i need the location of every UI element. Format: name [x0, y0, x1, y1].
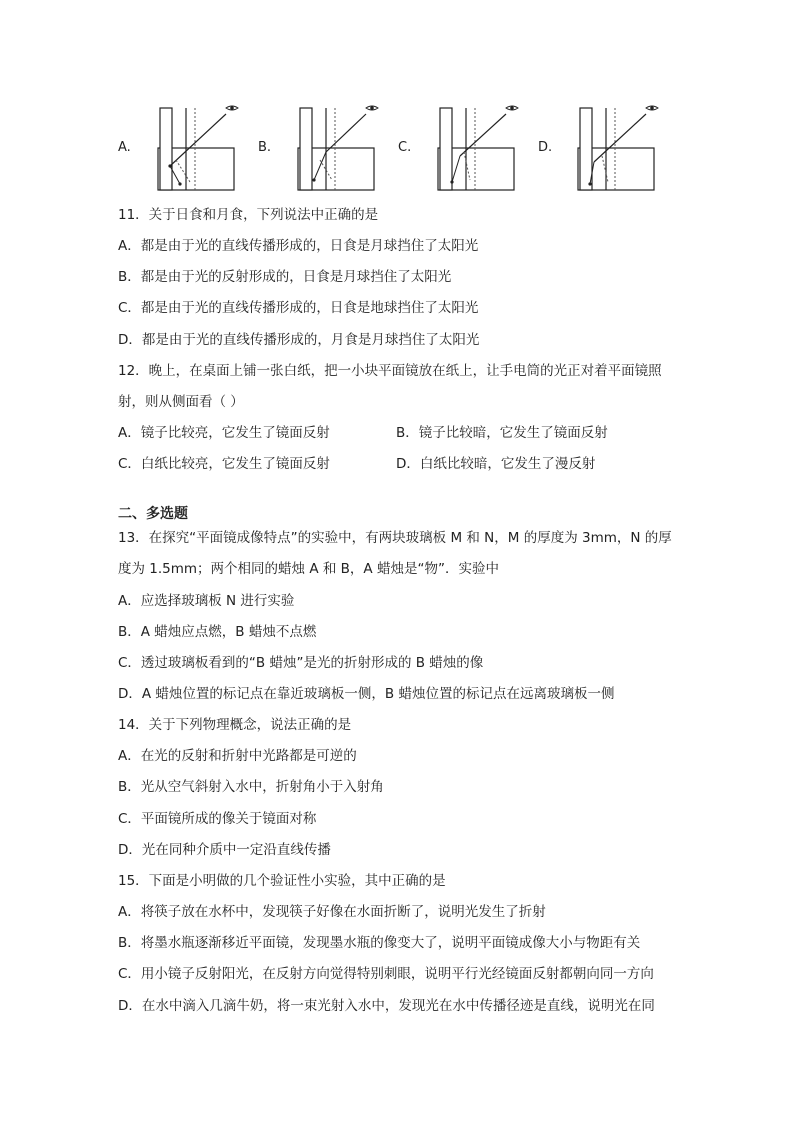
figure-label: C. [398, 140, 412, 155]
figure-label: D. [538, 140, 553, 155]
question-14-stem: 14．关于下列物理概念，说法正确的是 [118, 717, 352, 733]
question-15-stem: 15．下面是小明做的几个验证性小实验，其中正确的是 [118, 873, 446, 889]
question-14-option-b: B．光从空气斜射入水中，折射角小于入射角 [118, 779, 384, 795]
figure-row [118, 100, 678, 200]
question-12-option-d: D．白纸比较暗，它发生了漫反射 [396, 456, 596, 472]
section-heading: 二、多选题 [118, 506, 188, 522]
question-13-stem-line2: 度为 1.5mm；两个相同的蜡烛 A 和 B，A 蜡烛是“物”．实验中 [118, 561, 499, 577]
optics-diagram-icon [560, 100, 678, 195]
optics-diagram-icon [280, 100, 398, 195]
optics-diagram-icon [140, 100, 258, 195]
figure-label: B. [258, 140, 272, 155]
question-11-stem: 11．关于日食和月食，下列说法中正确的是 [118, 207, 379, 223]
question-11-option-d: D．都是由于光的直线传播形成的，月食是月球挡住了太阳光 [118, 332, 480, 348]
figure-option-c [398, 100, 538, 200]
figure-option-d [538, 100, 678, 200]
question-11-option-c: C．都是由于光的直线传播形成的，日食是地球挡住了太阳光 [118, 300, 479, 316]
question-13-option-c: C．透过玻璃板看到的“B 蜡烛”是光的折射形成的 B 蜡烛的像 [118, 655, 484, 671]
figure-label: A. [118, 140, 131, 155]
question-12-option-a: A．镜子比较亮，它发生了镜面反射 [118, 425, 330, 441]
question-15-option-b: B．将墨水瓶逐渐移近平面镜，发现墨水瓶的像变大了，说明平面镜成像大小与物距有关 [118, 935, 641, 951]
question-15-option-d: D．在水中滴入几滴牛奶，将一束光射入水中，发现光在水中传播径迹是直线，说明光在同 [118, 998, 655, 1014]
question-14-option-a: A．在光的反射和折射中光路都是可逆的 [118, 748, 357, 764]
question-15-option-c: C．用小镜子反射阳光，在反射方向觉得特别刺眼，说明平行光经镜面反射都朝向同一方向 [118, 966, 654, 982]
question-14-option-c: C．平面镜所成的像关于镜面对称 [118, 811, 317, 827]
figure-option-a [118, 100, 258, 200]
question-13-option-b: B．A 蜡烛应点燃，B 蜡烛不点燃 [118, 624, 317, 640]
question-14-option-d: D．光在同种介质中一定沿直线传播 [118, 842, 331, 858]
question-12-option-b: B．镜子比较暗，它发生了镜面反射 [396, 425, 608, 441]
question-13-option-d: D．A 蜡烛位置的标记点在靠近玻璃板一侧，B 蜡烛位置的标记点在远离玻璃板一侧 [118, 686, 615, 702]
figure-option-b [258, 100, 398, 200]
question-12-stem-line1: 12．晚上，在桌面上铺一张白纸，把一小块平面镜放在纸上，让手电筒的光正对着平面镜照 [118, 363, 662, 379]
question-11-option-b: B．都是由于光的反射形成的，日食是月球挡住了太阳光 [118, 269, 452, 285]
question-13-stem-line1: 13．在探究“平面镜成像特点”的实验中，有两块玻璃板 M 和 N，M 的厚度为 3mm，N 的厚 [118, 530, 672, 546]
optics-diagram-icon [420, 100, 538, 195]
question-12-stem-line2: 射，则从侧面看（ ） [118, 394, 244, 410]
question-15-option-a: A．将筷子放在水杯中，发现筷子好像在水面折断了，说明光发生了折射 [118, 904, 546, 920]
question-13-option-a: A．应选择玻璃板 N 进行实验 [118, 593, 295, 609]
question-12-option-c: C．白纸比较亮，它发生了镜面反射 [118, 456, 330, 472]
question-11-option-a: A．都是由于光的直线传播形成的，日食是月球挡住了太阳光 [118, 238, 479, 254]
